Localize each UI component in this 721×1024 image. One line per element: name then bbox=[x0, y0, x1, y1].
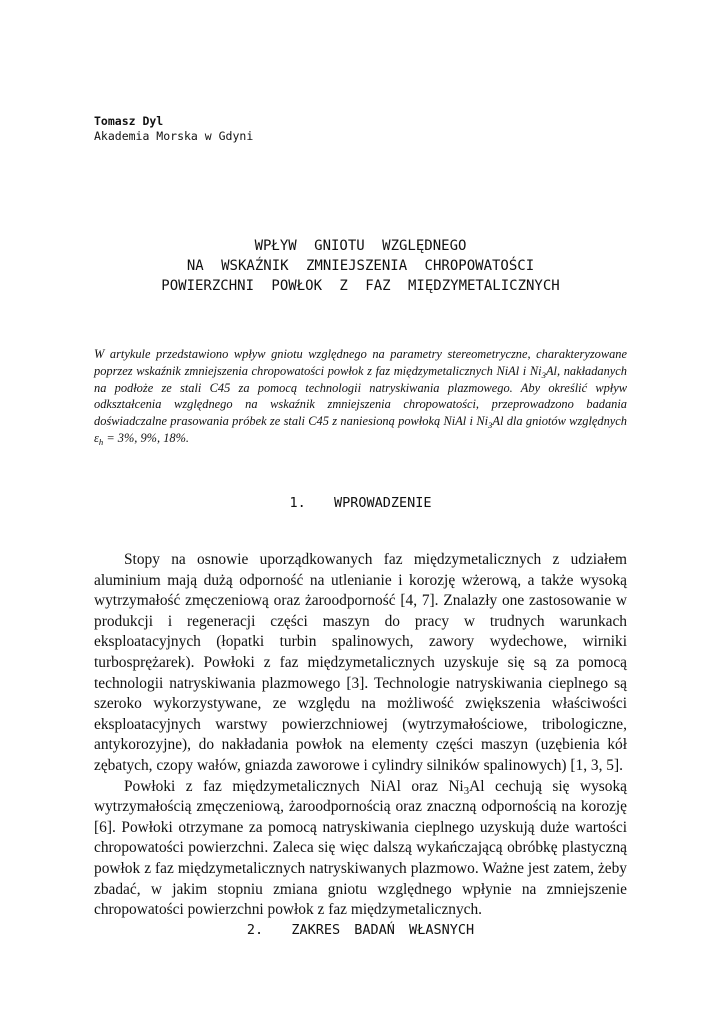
author-block bbox=[94, 114, 253, 144]
section-1-body bbox=[94, 550, 627, 921]
body-paragraph-1: Stopy na osnowie uporządkowanych faz międzymetalicznych z udziałem aluminium mają dużą odporność na utlenianie i korozję wżerową, a także wysoką wytrzymałość zmęczeniową oraz żaroodporność [4, 7]. Znalazły one zastosowanie w produkcji i regeneracji części maszyn do pracy w trudnych warunkach eksploatacyjnych (łopatki turbin spalinowych, zawory wydechowe, wirniki turbosprężarek). Powłoki z faz międzymetalicznych uzyskuje się są za pomocą technologii natryskiwania plazmowego [3]. Technologie natryskiwania cieplnego są szeroko wykorzystywane, ze względu na możliwość zwiększenia właściwości eksploatacyjnych warstwy powierzchniowej (wytrzymałościowe, tribologiczne, antykorozyjne), do nakładania powłok na elementy części maszyn (uzębienia kół zębatych, czopy wałów, gniazda zaworowe i cylindry silników spalinowych) [1, 3, 5]. bbox=[94, 551, 627, 774]
title-line-2: NA WSKAŹNIK ZMNIEJSZENIA CHROPOWATOŚCI bbox=[186, 258, 535, 274]
paragraph-2-text-a: Powłoki z faz międzymetalicznych NiAl oraz Ni bbox=[124, 777, 464, 795]
abstract-text-2: Al, nakładanych na podłoże ze stali C45 za pomocą technologii natryskiwania plazmowego. Aby określić wpływ odkształcenia względnego na wskaźnik zmniejszenia chropowatości, przeprowadzono badania doświadczalne prasowania próbek ze stali C45 z naniesioną powłoką NiAl i Ni bbox=[94, 363, 627, 429]
section-1-heading: 1. WPROWADZENIE bbox=[289, 495, 432, 511]
section-2-heading: 2. ZAKRES BADAŃ WŁASNYCH bbox=[246, 922, 475, 938]
abstract-subscript-3: h bbox=[98, 436, 104, 447]
paragraph-2-subscript: 3 bbox=[463, 784, 470, 797]
title-line-3: POWIERZCHNI POWŁOK Z FAZ MIĘDZYMETALICZNYCH bbox=[161, 278, 560, 294]
abstract-subscript-1: 3 bbox=[541, 369, 546, 380]
abstract bbox=[94, 346, 627, 447]
abstract-text-1: W artykule przedstawiono wpływ gniotu względnego na parametry stereometryczne, charakteryzowane poprzez wskaźnik zmniejszenia chropowatości powłok z faz międzymetalicznych NiAl i Ni bbox=[94, 347, 627, 378]
author-name: Tomasz Dyl bbox=[94, 114, 164, 128]
abstract-subscript-2: 3 bbox=[488, 420, 493, 431]
author-affiliation: Akademia Morska w Gdyni bbox=[94, 129, 254, 143]
title-line-1: WPŁYW GNIOTU WZGLĘDNEGO bbox=[254, 238, 467, 254]
abstract-text-4: = 3%, 9%, 18%. bbox=[103, 430, 190, 445]
paragraph-2-text-b: Al cechują się wysoką wytrzymałością zmęczeniową, żaroodpornością oraz znaczną odpornością na korozję [6]. Powłoki otrzymane za pomocą natryskiwania cieplnego uzyskują duże wartości chropowatości powierzchni. Zaleca się więc dalszą wykańczającą obróbkę plastyczną powłok z faz międzymetalicznych natryskiwanych plazmowo. Ważne jest zatem, żeby zbadać, w jakim stopniu zmiana gniotu względnego wpłynie na zmniejszenie chropowatości powierzchni powłok z faz międzymetalicznych. bbox=[94, 777, 628, 919]
abstract-text-3: Al dla gniotów względnych ε bbox=[94, 414, 627, 445]
paper-title bbox=[60, 236, 661, 296]
body-paragraph-2 bbox=[94, 777, 627, 921]
abstract-paragraph bbox=[94, 346, 627, 447]
